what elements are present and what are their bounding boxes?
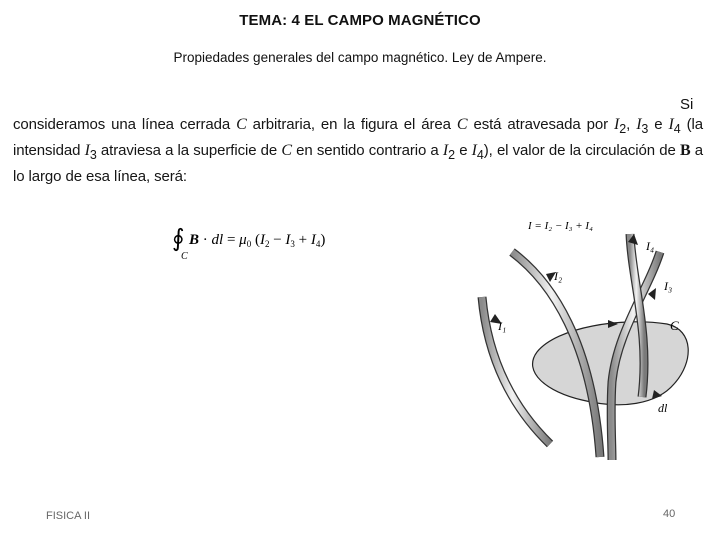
text: ), el valor de la circulación de — [483, 142, 680, 159]
current-i4: I — [471, 142, 477, 159]
text: consideramos una línea cerrada — [13, 116, 237, 133]
label-dl: dl — [658, 401, 668, 415]
text: en sentido contrario a — [291, 142, 443, 159]
page-title: TEMA: 4 EL CAMPO MAGNÉTICO — [239, 12, 481, 29]
label-i1: I₁ — [498, 319, 507, 333]
mu-subscript: 0 — [246, 239, 252, 249]
current-i2: I — [442, 142, 449, 159]
si-word: Si — [680, 96, 694, 113]
i3-symbol: I — [285, 232, 291, 248]
current-i3: I — [84, 142, 90, 159]
plus-sign: + — [294, 232, 311, 248]
i2-sub: 2 — [448, 148, 455, 162]
c-symbol: C — [236, 116, 247, 133]
i3-sub: 3 — [89, 148, 97, 162]
text: arbitraria, en la figura el área — [246, 116, 457, 133]
text: atraviesa a la superficie de — [96, 142, 282, 159]
label-i3: I₃ — [664, 279, 673, 293]
current-i3: I — [636, 116, 642, 133]
label-i4: I₄ — [646, 239, 655, 253]
text: e — [454, 142, 472, 159]
formula-lhs — [188, 232, 325, 249]
minus-sign: − — [269, 232, 286, 248]
text: (la intensidad — [13, 116, 703, 159]
text: está atravesada por — [467, 116, 615, 133]
dot-operator: · — [199, 232, 212, 248]
i3-subscript: 3 — [290, 239, 295, 249]
body-paragraph — [13, 114, 703, 187]
ampere-law-figure — [462, 212, 702, 462]
open-paren: ( — [251, 232, 260, 248]
page-subtitle: Propiedades generales del campo magnético. Ley de Ampere. — [173, 50, 547, 65]
integral-sign: ∮ — [172, 224, 185, 252]
text: e — [648, 116, 669, 133]
i2-subscript: 2 — [264, 239, 270, 249]
mu-symbol: μ — [239, 232, 247, 248]
ampere-law-formula — [172, 222, 372, 262]
page-number: 40 — [663, 508, 676, 520]
text: a lo largo de esa línea, será: — [13, 142, 703, 185]
footer-course: FISICA II — [46, 510, 91, 522]
c-symbol: C — [281, 142, 292, 159]
current-i2: I — [614, 116, 620, 133]
c-symbol: C — [456, 116, 468, 133]
b-vector: B — [189, 232, 200, 248]
label-c: C — [670, 318, 679, 333]
equals-sign: = — [223, 232, 240, 248]
close-paren: ) — [320, 232, 326, 248]
label-i2: I₂ — [554, 269, 563, 283]
i2-symbol: I — [259, 232, 265, 248]
i4-symbol: I — [310, 232, 316, 248]
arrow-i3 — [648, 288, 656, 300]
i4-subscript: 4 — [315, 239, 321, 249]
label-sum: I = I₂ − I₃ + I₄ — [528, 220, 593, 232]
text: , — [626, 116, 637, 133]
i3-sub: 3 — [641, 122, 649, 136]
b-vector: B — [679, 142, 691, 159]
i4-sub: 4 — [673, 122, 681, 136]
current-i4: I — [668, 116, 674, 133]
i4-sub: 4 — [476, 148, 484, 162]
i2-sub: 2 — [619, 122, 627, 136]
integral-subscript: C — [181, 251, 188, 262]
dl-symbol: dl — [211, 232, 224, 248]
